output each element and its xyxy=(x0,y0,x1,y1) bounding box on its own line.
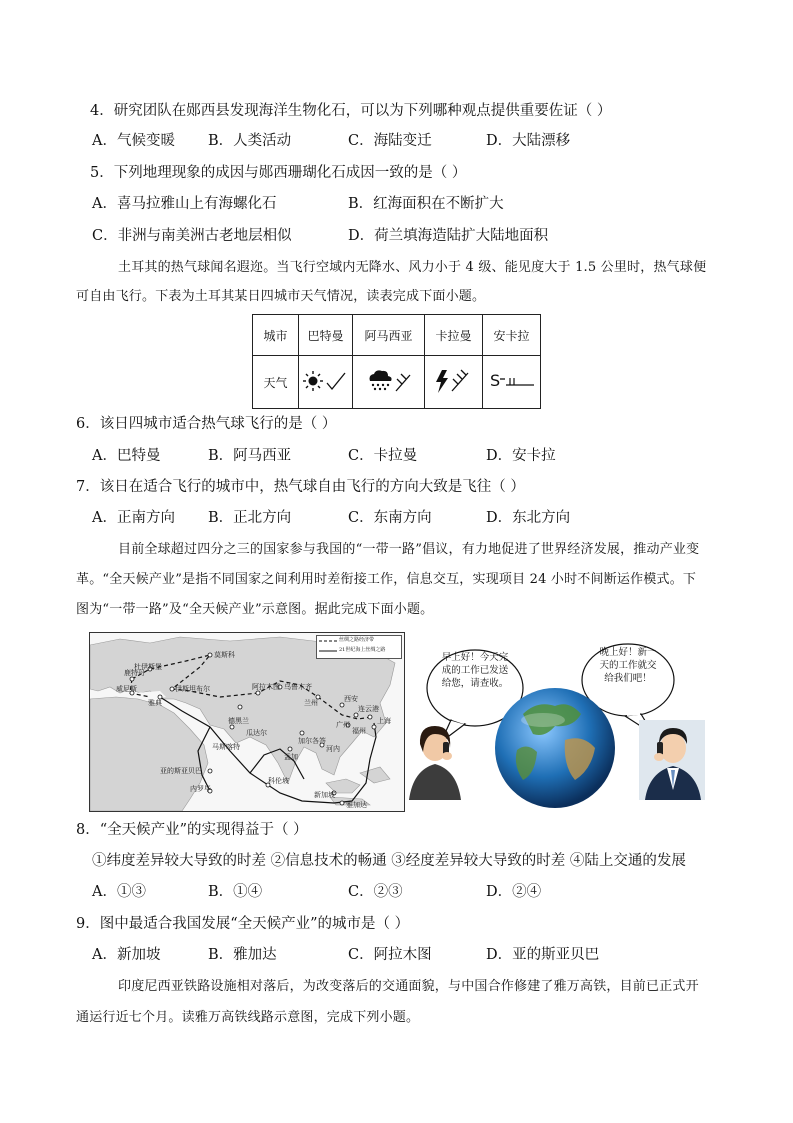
q5-option-c: C．非洲与南美洲古老地层相似 xyxy=(92,228,292,244)
q5-option-a: A．喜马拉雅山上有海螺化石 xyxy=(92,196,277,212)
q7-option-b: B．正北方向 xyxy=(208,510,292,526)
belt-and-road-map xyxy=(89,632,405,812)
passage3-line2: 通运行近七个月。读雅万高铁线路示意图，完成下列小题。 xyxy=(76,1010,420,1025)
passage1-line2: 可自由飞行。下表为土耳其某日四城市天气情况，读表完成下面小题。 xyxy=(76,289,486,304)
place-singapore: 新加坡 xyxy=(314,791,335,799)
q9-option-c: C．阿拉木图 xyxy=(348,947,432,963)
place-athens: 雅典 xyxy=(148,699,162,707)
bubble-right-line1: 晚上好！新一 xyxy=(599,647,657,658)
place-almaty: 阿拉木图 xyxy=(252,683,280,691)
q8-choices: ①纬度差异较大导致的时差 ②信息技术的畅通 ③经度差异较大导致的时差 ④陆上交通的发展 xyxy=(92,853,686,869)
q5-stem: 5．下列地理现象的成因与郧西珊瑚化石成因一致的是（ ） xyxy=(90,165,467,181)
q4-option-b: B．人类活动 xyxy=(208,133,292,149)
place-duisburg: 杜伊斯堡 xyxy=(134,663,162,671)
place-colombo: 科伦坡 xyxy=(268,777,289,785)
table-city-batman: 巴特曼 xyxy=(299,315,353,356)
sunny-wind-icon xyxy=(299,356,353,409)
q8-option-b: B．①④ xyxy=(208,884,263,900)
q8-option-c: C．②③ xyxy=(348,884,403,900)
place-shanghai: 上海 xyxy=(377,717,391,725)
place-mengjiala: 孟加 xyxy=(284,753,298,761)
place-djibouti: 亚的斯亚贝巴 xyxy=(160,767,202,775)
q6-option-d: D．安卡拉 xyxy=(486,448,556,464)
place-nairobi: 内罗毕 xyxy=(190,785,211,793)
place-rotterdam: 鹿特丹 xyxy=(124,669,145,677)
q4-option-a: A．气候变暖 xyxy=(92,133,175,149)
q7-stem: 7．该日在适合飞行的城市中，热气球自由飞行的方向大致是飞往（ ） xyxy=(76,479,525,495)
table-header-weather: 天气 xyxy=(253,356,299,409)
passage1-line1: 土耳其的热气球闻名遐迩。当飞行空域内无降水、风力小于 4 级、能见度大于 1.5 公里时，热气球便 xyxy=(118,260,707,275)
q7-option-c: C．东南方向 xyxy=(348,510,432,526)
place-guangzhou: 广州 xyxy=(336,721,350,729)
place-istanbul: 伊斯坦布尔 xyxy=(175,685,210,693)
place-lianyungang: 连云港 xyxy=(358,705,379,713)
bubble-right-line3: 给我们吧！ xyxy=(604,673,652,684)
sandstorm-wind-icon xyxy=(483,356,541,409)
place-jakarta: 雅加达 xyxy=(346,801,367,809)
place-muscat: 马斯喀特 xyxy=(212,743,240,751)
place-venice: 威尼斯 xyxy=(116,685,137,693)
place-kolkata: 加尔各答 xyxy=(298,737,326,745)
q4-option-d: D．大陆漂移 xyxy=(486,133,571,149)
bubble-right-line2: 天的工作就交 xyxy=(599,660,657,671)
place-fuzhou: 福州 xyxy=(352,727,366,735)
place-tehran: 德黑兰 xyxy=(228,717,249,725)
table-city-karaman: 卡拉曼 xyxy=(425,315,483,356)
bubble-left-line1: 早上好！今天完 xyxy=(441,652,509,663)
q4-stem: 4．研究团队在郧西县发现海洋生物化石，可以为下列哪种观点提供重要佐证（ ） xyxy=(90,103,612,119)
bubble-left xyxy=(430,651,520,690)
bubble-right xyxy=(586,646,670,685)
place-urumqi: 乌鲁木齐 xyxy=(284,683,312,691)
lightning-wind-icon xyxy=(425,356,483,409)
q5-option-b: B．红海面积在不断扩大 xyxy=(348,196,504,212)
place-gwadar: 瓜达尔 xyxy=(246,729,267,737)
thunder-shower-wind-icon xyxy=(353,356,425,409)
q6-option-b: B．阿马西亚 xyxy=(208,448,292,464)
table-header-city: 城市 xyxy=(253,315,299,356)
passage2-line2: 革。“全天候产业”是指不同国家之间利用时差衔接工作，信息交互，实现项目 24 小时不间断运作模式。下 xyxy=(76,572,697,587)
map-legend xyxy=(316,635,402,659)
place-xian: 西安 xyxy=(344,695,358,703)
legend-belt-label: 丝绸之路经济带 xyxy=(339,637,375,643)
legend-belt xyxy=(317,636,401,646)
q8-option-a: A．①③ xyxy=(92,884,146,900)
q7-option-d: D．东北方向 xyxy=(486,510,571,526)
place-lanzhou: 兰州 xyxy=(304,699,318,707)
q6-stem: 6．该日四城市适合热气球飞行的是（ ） xyxy=(76,416,337,432)
q9-option-a: A．新加坡 xyxy=(92,947,161,963)
q8-option-d: D．②④ xyxy=(486,884,542,900)
place-hanoi: 河内 xyxy=(326,745,340,753)
q7-option-a: A．正南方向 xyxy=(92,510,175,526)
q4-option-c: C．海陆变迁 xyxy=(348,133,432,149)
legend-maritime-label: 21世纪海上丝绸之路 xyxy=(339,647,386,653)
passage2-line3: 图为“一带一路”及“全天候产业”示意图。据此完成下面小题。 xyxy=(76,602,434,617)
table-city-amasya: 阿马西亚 xyxy=(353,315,425,356)
svg-text:S: S xyxy=(489,370,500,390)
q8-stem: 8．“全天候产业”的实现得益于（ ） xyxy=(76,822,308,838)
legend-maritime xyxy=(317,646,401,656)
bubble-left-line3: 给您，请查收。 xyxy=(441,678,509,689)
weather-table xyxy=(252,314,541,409)
q6-option-a: A．巴特曼 xyxy=(92,448,161,464)
table-city-ankara: 安卡拉 xyxy=(483,315,541,356)
q9-stem: 9．图中最适合我国发展“全天候产业”的城市是（ ） xyxy=(76,916,410,932)
q6-option-c: C．卡拉曼 xyxy=(348,448,418,464)
place-moscow: 莫斯科 xyxy=(214,651,235,659)
q9-option-d: D．亚的斯亚贝巴 xyxy=(486,947,600,963)
passage2-line1: 目前全球超过四分之三的国家参与我国的“一带一路”倡议，有力地促进了世界经济发展，推动产业变 xyxy=(118,542,700,557)
q5-option-d: D．荷兰填海造陆扩大陆地面积 xyxy=(348,228,549,244)
passage3-line1: 印度尼西亚铁路设施相对落后，为改变落后的交通面貌，与中国合作修建了雅万高铁，目前已正式开 xyxy=(118,979,699,994)
q9-option-b: B．雅加达 xyxy=(208,947,277,963)
bubble-left-line2: 成的工作已发送 xyxy=(441,665,509,676)
